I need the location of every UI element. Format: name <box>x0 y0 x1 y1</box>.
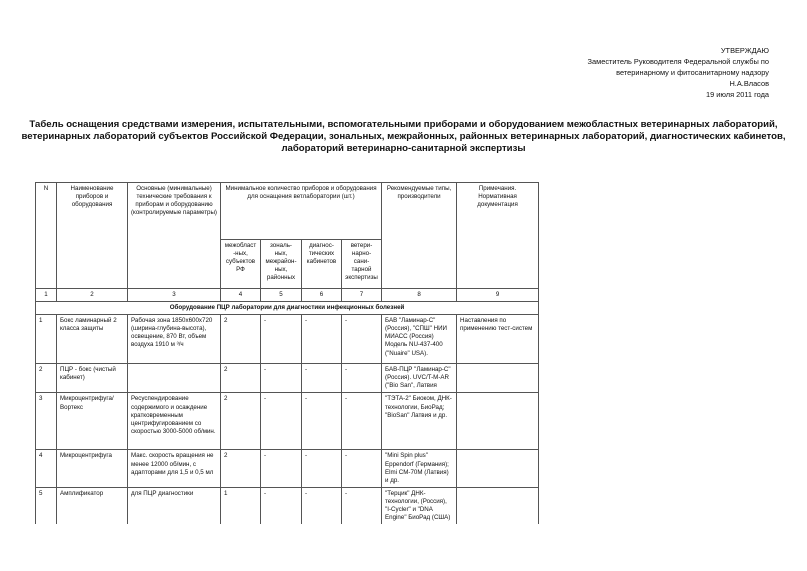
table-row <box>36 364 539 393</box>
header-notes: Примечания. Нормативная документация <box>457 183 539 289</box>
row-name: Бокс ламинарный 2 класса защиты <box>57 315 128 364</box>
row-name: Амплификатор <box>57 487 128 524</box>
table-row <box>36 487 539 524</box>
row-number: 5 <box>36 487 57 524</box>
row-name: ПЦР - бокс (чистый кабинет) <box>57 364 128 393</box>
row-makers: БАВ "Ламинар-С" (Россия), "СПШ" НИИ МИАСС (Россия) Модель NU-437-400 ("Nuaire" USA). <box>382 315 457 364</box>
title-line-1: Табель оснащения средствами измерения, испытательными, вспомогательными приборами и оборудованием межобластных ветеринарных лабораторий, <box>29 119 778 130</box>
row-qty-zonal: - <box>261 450 302 487</box>
row-makers: "Терцик" ДНК-технологии, (Россия), "I-Cycler" и "DNA Engine" БиоРад (США) <box>382 487 457 524</box>
column-number: 9 <box>457 289 539 302</box>
row-makers: "Mini Spin plus" Eppendorf (Германия); Elmi CM-70M (Латвия) и др. <box>382 450 457 487</box>
row-qty-diagnostic: - <box>302 450 342 487</box>
equipment-table <box>35 182 539 524</box>
row-qty-interregional: 2 <box>221 315 261 364</box>
header-makers: Рекомендуемые типы, производители <box>382 183 457 289</box>
column-number-row <box>36 289 539 302</box>
row-specs: для ПЦР диагностики <box>128 487 221 524</box>
table-row <box>36 393 539 450</box>
row-qty-sanitary: - <box>342 364 382 393</box>
subheader-sanitary: ветери-нарно-сани-тарной экспертизы <box>342 240 382 289</box>
table-row <box>36 315 539 364</box>
subheader-zonal: зональ-ных, межрайон-ных, районных <box>261 240 302 289</box>
subheader-diagnostic: диагнос-тических кабинетов <box>302 240 342 289</box>
approval-name: Н.А.Власов <box>729 79 769 88</box>
row-number: 2 <box>36 364 57 393</box>
column-number: 1 <box>36 289 57 302</box>
row-number: 4 <box>36 450 57 487</box>
row-qty-interregional: 2 <box>221 364 261 393</box>
row-specs: Рабочая зона 1850х600х720 (ширина-глубина-высота), освещение, 870 Вт, объем воздуха 1910 м ³/ч <box>128 315 221 364</box>
row-notes <box>457 487 539 524</box>
column-number: 5 <box>261 289 302 302</box>
column-number: 2 <box>57 289 128 302</box>
column-number: 8 <box>382 289 457 302</box>
row-makers: БАВ-ПЦР "Ламинар-С" (Россия). UVC/T-M-AR ("Bio San", Латвия <box>382 364 457 393</box>
approval-date: 19 июля 2011 года <box>706 90 769 99</box>
row-specs <box>128 364 221 393</box>
header-name: Наименование приборов и оборудования <box>57 183 128 289</box>
row-qty-zonal: - <box>261 393 302 450</box>
table-row <box>36 450 539 487</box>
approval-block <box>509 45 769 100</box>
row-makers: "ТЭТА-2" Биоком, ДНК-технологии, БиоРад; "BioSan" Латвия и др. <box>382 393 457 450</box>
title-line-3: лабораторий ветеринарно-санитарной экспертизы <box>281 143 526 154</box>
row-qty-sanitary: - <box>342 487 382 524</box>
document-title <box>20 119 787 155</box>
header-min-qty: Минимальное количество приборов и оборудования для оснащения ветлаборатории (шт.) <box>221 183 382 240</box>
title-line-2: ветеринарных лабораторий субъектов Российской Федерации, зональных, межрайонных, районных ветеринарных лабораторий, диагностических кабинетов, <box>21 131 786 142</box>
column-number: 3 <box>128 289 221 302</box>
row-qty-diagnostic: - <box>302 315 342 364</box>
column-number: 6 <box>302 289 342 302</box>
row-qty-interregional: 1 <box>221 487 261 524</box>
row-specs: Ресуспендирование содержимого и осаждение кратковременным центрифугированием со скоростью 3000-5000 об/мин. <box>128 393 221 450</box>
row-qty-zonal: - <box>261 364 302 393</box>
row-number: 1 <box>36 315 57 364</box>
row-qty-diagnostic: - <box>302 364 342 393</box>
header-specs: Основные (минимальные) технические требования к приборам и оборудованию (контролируемые параметры) <box>128 183 221 289</box>
section-title: Оборудование ПЦР лаборатории для диагностики инфекционных болезней <box>36 302 539 315</box>
row-number: 3 <box>36 393 57 450</box>
header-n: N <box>36 183 57 289</box>
header-row <box>36 183 539 240</box>
row-name: Микроцентрифуга/ Вортекс <box>57 393 128 450</box>
row-notes <box>457 450 539 487</box>
row-notes <box>457 393 539 450</box>
section-row <box>36 302 539 315</box>
row-qty-sanitary: - <box>342 450 382 487</box>
subheader-interregional: межобласт-ных, субъектов РФ <box>221 240 261 289</box>
row-qty-sanitary: - <box>342 393 382 450</box>
row-notes: Наставления по применению тест-систем <box>457 315 539 364</box>
row-qty-diagnostic: - <box>302 393 342 450</box>
approval-line-1: Заместитель Руководителя Федеральной службы по <box>587 57 769 66</box>
row-qty-interregional: 2 <box>221 450 261 487</box>
row-qty-interregional: 2 <box>221 393 261 450</box>
row-specs: Макс. скорость вращения не менее 12000 об/мин, с адапторами для 1,5 и 0,5 мл <box>128 450 221 487</box>
row-qty-zonal: - <box>261 487 302 524</box>
column-number: 4 <box>221 289 261 302</box>
approval-heading: УТВЕРЖДАЮ <box>720 46 769 55</box>
row-qty-zonal: - <box>261 315 302 364</box>
row-notes <box>457 364 539 393</box>
row-qty-diagnostic: - <box>302 487 342 524</box>
approval-line-2: ветеринарному и фитосанитарному надзору <box>616 68 769 77</box>
row-qty-sanitary: - <box>342 315 382 364</box>
row-name: Микроцентрифуга <box>57 450 128 487</box>
column-number: 7 <box>342 289 382 302</box>
